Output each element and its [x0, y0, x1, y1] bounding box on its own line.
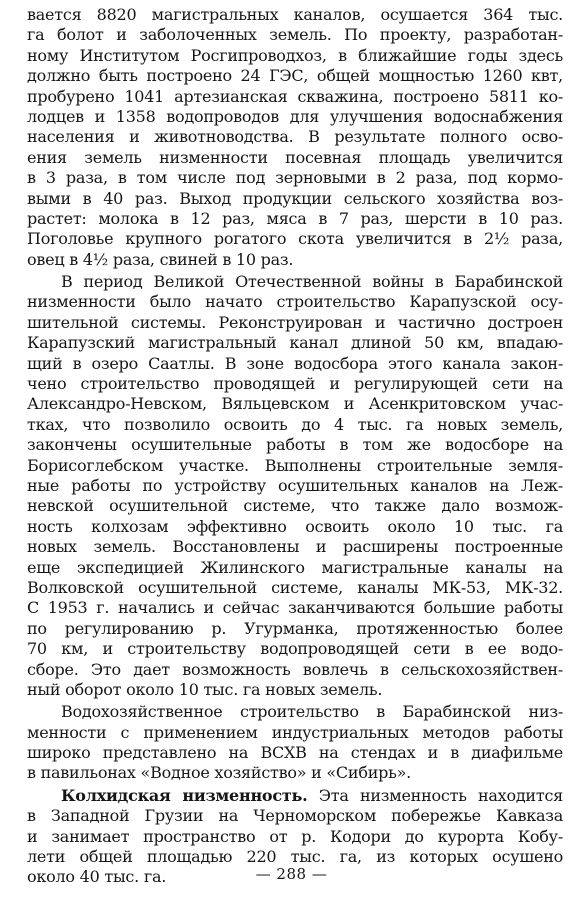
text-line: менности с применением индустриальных методов работы: [27, 722, 563, 742]
text-line: овец в 4½ раза, свиней в 10 раз.: [27, 249, 294, 269]
text-line: и занимает пространство от р. Кодори до курорта Кобу-: [27, 826, 563, 846]
text-line: С 1953 г. начались и сейчас заканчиваются большие работы: [27, 598, 563, 618]
text-line: ный оборот около 10 тыс. га новых земель.: [27, 679, 383, 699]
text-run: Эта низменность находится: [307, 785, 563, 805]
paragraph-2: [27, 272, 563, 700]
text-line: около 40 тыс. га.: [27, 867, 167, 887]
text-line: [27, 786, 563, 806]
text-line: сборе. Это дает возможность вовлечь в сельскохозяйствен-: [27, 659, 563, 679]
text-line: низменности было начато строительство Карапузской осу-: [27, 292, 563, 312]
paragraph-1: [27, 5, 563, 270]
page-number: — 288 —: [255, 865, 328, 883]
text-line: пробурено 1041 артезианская скважина, построено 5811 ко-: [27, 86, 563, 106]
text-line: по регулированию р. Угурманка, протяженностью более: [27, 618, 563, 638]
text-line: Борисоглебском участке. Выполнены строительные земля-: [27, 455, 563, 475]
text-line: лети общей площадью 220 тыс. га, из которых осушено: [27, 847, 563, 867]
page-body: [27, 5, 563, 888]
section-heading: Колхидская низменность.: [61, 785, 308, 805]
text-line: ные работы по устройству осушительных каналов на Леж-: [27, 475, 563, 495]
text-line: шительной системы. Реконструирован и частично достроен: [27, 312, 563, 332]
text-line: ность колхозам эффективно освоить около 10 тыс. га: [27, 516, 563, 536]
text-line: Водохозяйственное строительство в Барабинской низ-: [61, 702, 563, 722]
text-line: выми в 40 раз. Выход продукции сельского хозяйства воз-: [27, 188, 563, 208]
text-line: в 3 раза, в том числе под зерновыми в 2 раза, под кормо-: [27, 168, 563, 188]
text-line: 70 км, и строительству водопроводящей сети в ее водо-: [27, 639, 563, 659]
text-line: тках, что позволило освоить до 4 тыс. га новых земель,: [27, 414, 563, 434]
text-line: в павильонах «Водное хозяйство» и «Сибирь».: [27, 763, 411, 783]
text-line: широко представлено на ВСХВ на стендах и в диафильме: [27, 743, 563, 763]
text-line: щий в озеро Саатлы. В зоне водосбора этого канала закон-: [27, 353, 563, 373]
text-line: должно быть построено 24 ГЭС, общей мощностью 1260 квт,: [27, 66, 563, 86]
text-line: В период Великой Отечественной войны в Барабинской: [61, 272, 563, 292]
text-line: лодцев и 1358 водопроводов для улучшения водоснабжения: [27, 106, 563, 126]
text-line: га болот и заболоченных земель. По проекту, разработан-: [27, 25, 563, 45]
text-line: Волковской осушительной системе, каналы МК-53, МК-32.: [27, 577, 563, 597]
text-line: растет: молока в 12 раз, мяса в 7 раз, шерсти в 10 раз.: [27, 208, 563, 228]
text-line: закончены осушительные работы в том же водосборе на: [27, 435, 563, 455]
paragraph-3: [27, 702, 563, 784]
text-line: ному Институтом Росгипроводхоз, в ближайшие годы здесь: [27, 45, 563, 65]
text-line: чено строительство проводящей и регулирующей сети на: [27, 374, 563, 394]
text-line: ения земель низменности посевная площадь увеличится: [27, 147, 563, 167]
text-line: Поголовье крупного рогатого скота увеличится в 2½ раза,: [27, 229, 563, 249]
text-line: Александро-Невском, Вяльцевском и Асенкритовском учас-: [27, 394, 563, 414]
text-line: новых земель. Восстановлены и расширены построенные: [27, 537, 563, 557]
text-line: Карапузский магистральный канал длиной 50 км, впадаю-: [27, 333, 563, 353]
text-line: вается 8820 магистральных каналов, осушается 364 тыс.: [27, 5, 563, 24]
text-line: населения и животноводства. В результате полного осво-: [27, 127, 563, 147]
text-line: невской осушительной системе, что также дало возмож-: [27, 496, 563, 516]
text-line: в Западной Грузии на Черноморском побережье Кавказа: [27, 806, 563, 826]
text-line: еще экспедицией Жилинского магистральные каналы на: [27, 557, 563, 577]
